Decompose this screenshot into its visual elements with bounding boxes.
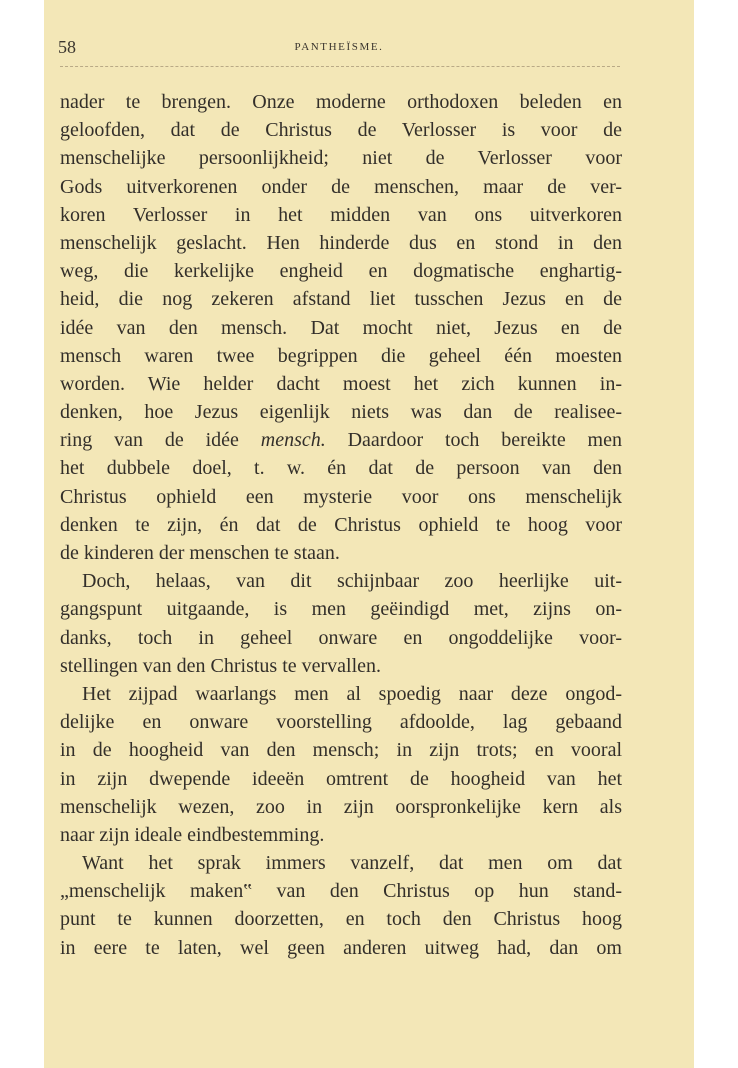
text-line: Christus ophield een mysterie voor ons menschelijk xyxy=(60,485,622,508)
italic-word: mensch. xyxy=(260,429,326,452)
text-line: Gods uitverkorenen onder de menschen, maar de ver- xyxy=(60,175,622,198)
text-line: naar zijn ideale eindbestemming. xyxy=(60,823,325,846)
text-line: worden. Wie helder dacht moest het zich kunnen in- xyxy=(60,372,622,395)
text-line: in zijn dwepende ideeën omtrent de hoogheid van het xyxy=(60,767,622,790)
text-line: Het zijpad waarlangs men al spoedig naar deze ongod- xyxy=(82,682,622,705)
text-line: weg, die kerkelijke engheid en dogmatische enghartig- xyxy=(60,260,622,283)
text-line: het dubbele doel, t. w. én dat de persoon van den xyxy=(60,457,622,480)
text-line: in de hoogheid van den mensch; in zijn trots; en vooral xyxy=(60,739,622,762)
text-line: koren Verlosser in het midden van ons uitverkoren xyxy=(60,203,622,226)
text-line: denken te zijn, én dat de Christus ophield te hoog voor xyxy=(60,513,622,536)
page-header xyxy=(58,37,620,59)
text-line: Doch, helaas, van dit schijnbaar zoo heerlijke uit- xyxy=(82,570,622,593)
text-line: gangspunt uitgaande, is men geëindigd met, zijns on- xyxy=(60,598,622,621)
text-line-with-italic xyxy=(60,426,622,454)
text-line: mensch waren twee begrippen die geheel één moesten xyxy=(60,344,622,367)
text-line: danks, toch in geheel onware en ongoddelijke voor- xyxy=(60,626,622,649)
text-line: punt te kunnen doorzetten, en toch den Christus hoog xyxy=(60,908,622,931)
text-line: menschelijk wezen, zoo in zijn oorspronkelijke kern als xyxy=(60,795,622,818)
text-line: de kinderen der menschen te staan. xyxy=(60,542,340,564)
header-rule xyxy=(60,66,620,67)
text-fragment: Daardoor toch bereikte men xyxy=(325,429,622,452)
text-line: delijke en onware voorstelling afdoolde, lag gebaand xyxy=(60,711,622,734)
text-line: stellingen van den Christus te vervallen. xyxy=(60,654,382,677)
text-line: idée van den mensch. Dat mocht niet, Jezus en de xyxy=(60,316,622,339)
text-fragment: ring van de idée xyxy=(60,429,261,452)
text-line: Want het sprak immers vanzelf, dat men om dat xyxy=(82,852,622,875)
text-line: denken, hoe Jezus eigenlijk niets was dan de realisee- xyxy=(60,401,622,424)
text-line: menschelijk geslacht. Hen hinderde dus en stond in den xyxy=(60,231,622,254)
text-line: menschelijke persoonlijkheid; niet de Verlosser voor xyxy=(60,147,622,170)
text-line: in eere te laten, wel geen anderen uitweg had, dan om xyxy=(60,936,622,959)
text-line: nader te brengen. Onze moderne orthodoxen beleden en xyxy=(60,91,622,113)
text-line: heid, die nog zekeren afstand liet tusschen Jezus en de xyxy=(60,288,622,311)
text-line: „menschelijk maken‟ van den Christus op hun stand- xyxy=(60,880,622,903)
page-number: 58 xyxy=(58,37,76,57)
text-line: geloofden, dat de Christus de Verlosser is voor de xyxy=(60,119,622,142)
running-title: PANTHEÏSME. xyxy=(294,41,384,53)
body-text xyxy=(60,88,622,962)
